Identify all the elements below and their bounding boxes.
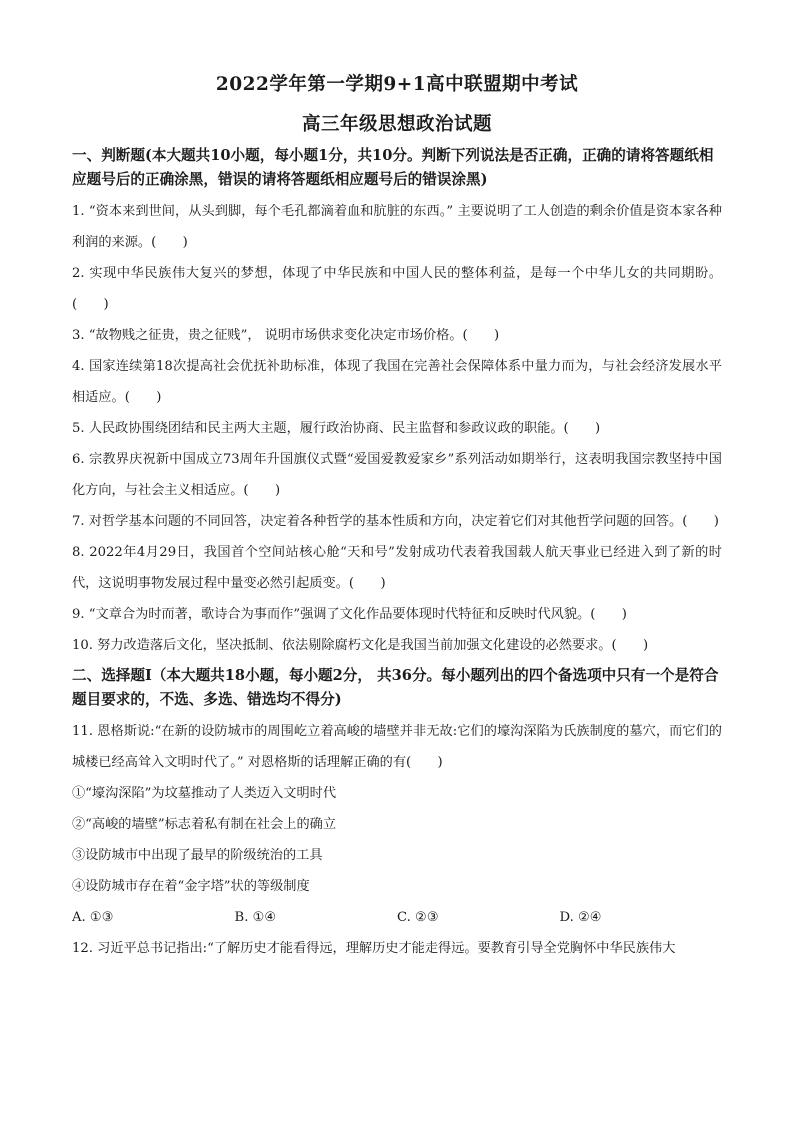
question-11-option-1: ①“壕沟深陷”为坟墓推动了人类迈入文明时代: [72, 786, 337, 801]
question-2: 2. 实现中华民族伟大复兴的梦想，体现了中华民族和中国人民的整体利益，是每一个中华儿女的共同期盼。( ): [72, 266, 722, 312]
question-6: 6. 宗教界庆祝新中国成立73周年升国旗仪式暨“爱国爱教爱家乡”系列活动如期举行，这表明我国宗教坚持中国化方向，与社会主义相适应。( ): [72, 452, 722, 498]
question-12-stem: 12. 习近平总书记指出:“了解历史才能看得远，理解历史才能走得远。要教育引导全党胸怀中华民族伟大: [72, 941, 676, 956]
question-8: 8. 2022年4月29日，我国首个空间站核心舱“天和号”发射成功代表着我国载人航天事业已经进入到了新的时代，这说明事物发展过程中量变必然引起质变。( ): [72, 545, 722, 591]
question-10: 10. 努力改造落后文化，坚决抵制、依法剔除腐朽文化是我国当前加强文化建设的必然要求。( ): [72, 638, 649, 653]
choice-a: A. ①③: [72, 910, 114, 925]
question-9: 9. “文章合为时而著，歌诗合为事而作”强调了文化作品要体现时代特征和反映时代风貌。( ): [72, 607, 627, 622]
question-11-option-3: ③设防城市中出现了最早的阶级统治的工具: [72, 848, 323, 863]
question-3: 3. “故物贱之征贵，贵之征贱”， 说明市场供求变化决定市场价格。( ): [72, 328, 500, 343]
question-11-stem: 11. 恩格斯说:“在新的设防城市的周围屹立着高峻的墙壁并非无故:它们的壕沟深陷为氏族制度的墓穴，而它们的城楼已经高耸入文明时代了。” 对恩格斯的话理解正确的有( ): [72, 724, 722, 770]
section-2-heading: 二、选择题Ⅰ（本大题共18小题，每小题2分， 共36分。每小题列出的四个备选项中只有一个是符合题目要求的，不选、多选、错选均不得分): [72, 667, 719, 708]
choice-c: C. ②③: [397, 910, 439, 925]
exam-title: 2022学年第一学期9+1高中联盟期中考试: [215, 74, 579, 95]
question-11-choices: [72, 902, 722, 933]
question-11-option-2: ②“高峻的墙壁”标志着私有制在社会上的确立: [72, 817, 337, 832]
exam-subtitle: 高三年级思想政治试题: [301, 114, 492, 135]
choice-b: B. ①④: [234, 910, 277, 925]
question-11-option-4: ④设防城市存在着“金字塔”状的等级制度: [72, 879, 310, 894]
choice-d: D. ②④: [559, 910, 602, 925]
question-5: 5. 人民政协围绕团结和民主两大主题，履行政治协商、民主监督和参政议政的职能。( ): [72, 421, 601, 436]
section-1-heading: 一、判断题(本大题共10小题，每小题1分，共10分。判断下列说法是否正确，正确的请将答题纸相应题号后的正确涂黑，错误的请将答题纸相应题号后的错误涂黑): [72, 147, 714, 188]
question-4: 4. 国家连续第18次提高社会优抚补助标准，体现了我国在完善社会保障体系中量力而为，与社会经济发展水平相适应。( ): [72, 359, 722, 405]
question-1: 1. “资本来到世间，从头到脚，每个毛孔都滴着血和肮脏的东西。” 主要说明了工人创造的剩余价值是资本家各种利润的来源。( ): [72, 204, 722, 250]
question-7: 7. 对哲学基本问题的不同回答，决定着各种哲学的基本性质和方向，决定着它们对其他哲学问题的回答。( ): [72, 514, 719, 529]
